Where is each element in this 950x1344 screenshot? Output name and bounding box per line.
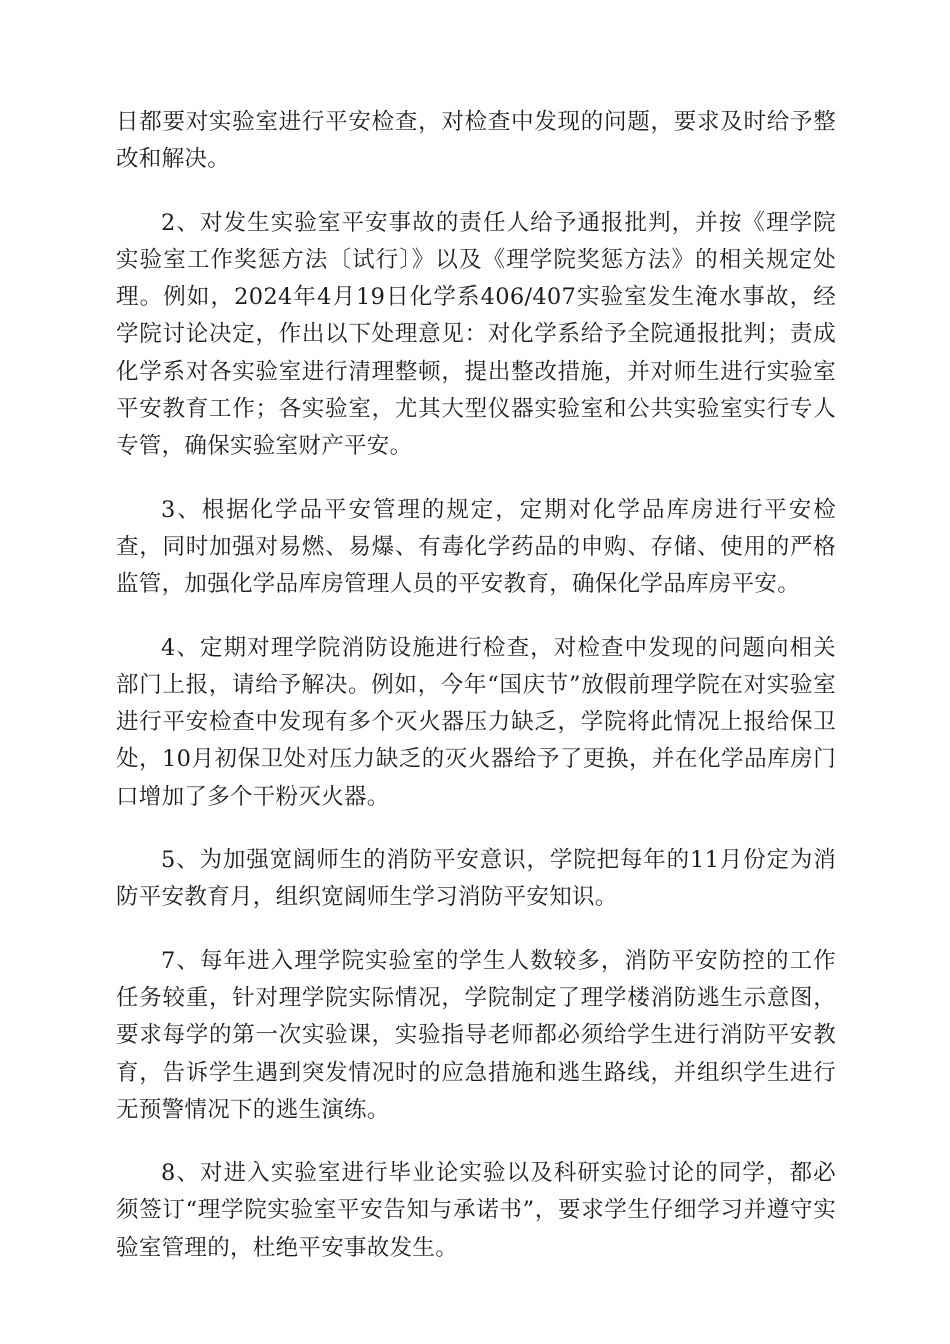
paragraph-item-2: 2、对发生实验室平安事故的责任人给予通报批判，并按《理学院实验室工作奖惩方法〔试行〕》以及《理学院奖惩方法》的相关规定处理。例如，2024年4月19日化学系406/407实验室发生淹水事故，经学院讨论决定，作出以下处理意见：对化学系给予全院通报批判；责成化学系对各实验室进行清理整顿，提出整改措施，并对师生进行实验室平安教育工作；各实验室，尤其大型仪器实验室和公共实验室实行专人专管，确保实验室财产平安。 <box>116 209 836 460</box>
paragraph-item-5: 5、为加强宽阔师生的消防平安意识，学院把每年的11月份定为消防平安教育月，组织宽阔师生学习消防平安知识。 <box>116 847 836 911</box>
paragraph-item-3: 3、根据化学品平安管理的规定，定期对化学品库房进行平安检查，同时加强对易燃、易爆、有毒化学药品的申购、存储、使用的严格监管，加强化学品库房管理人员的平安教育，确保化学品库房平安。 <box>116 496 836 598</box>
paragraph-item-7: 7、每年进入理学院实验室的学生人数较多，消防平安防控的工作任务较重，针对理学院实际情况，学院制定了理学楼消防逃生示意图，要求每学的第一次实验课，实验指导老师都必须给学生进行消防平安教育，告诉学生遇到突发情况时的应急措施和逃生路线，并组织学生进行无预警情况下的逃生演练。 <box>116 947 836 1123</box>
paragraph-item-4: 4、定期对理学院消防设施进行检查，对检查中发现的问题向相关部门上报，请给予解决。例如，今年“国庆节”放假前理学院在对实验室进行平安检查中发现有多个灭火器压力缺乏，学院将此情况上报给保卫处，10月初保卫处对压力缺乏的灭火器给予了更换，并在化学品库房门口增加了多个干粉灭火器。 <box>116 634 836 810</box>
paragraph-continuation: 日都要对实验室进行平安检查，对检查中发现的问题，要求及时给予整改和解决。 <box>116 109 836 173</box>
paragraph-item-8: 8、对进入实验室进行毕业论实验以及科研实验讨论的同学，都必须签订“理学院实验室平安告知与承诺书”，要求学生仔细学习并遵守实验室管理的，杜绝平安事故发生。 <box>116 1160 836 1261</box>
document-body <box>116 104 836 1293</box>
